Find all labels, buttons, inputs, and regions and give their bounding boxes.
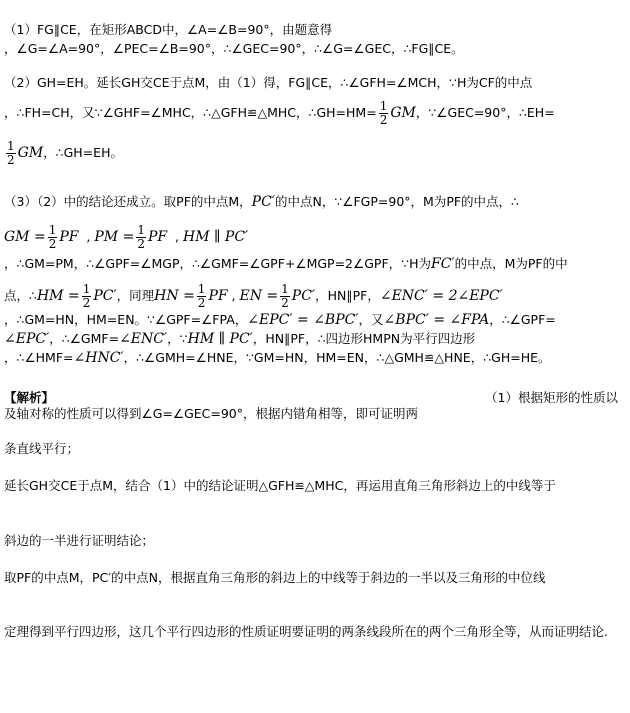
part2-line2-text-a: ，∴FH=CH，又∵∠GHF=∠MHC，∴△GFH≌△MHC，∴GH=HM= — [4, 105, 377, 120]
math-HNC: ∠HNC′ — [73, 350, 124, 366]
part1-line1: （1）FG∥CE，在矩形ABCD中，∠A=∠B=90°，由题意得 — [4, 22, 333, 37]
math-HM-parallel-PC: HM ∥ PC′ — [187, 331, 253, 347]
part3-line5 — [4, 312, 624, 328]
part3-line4-text-a: 点，∴ — [4, 288, 37, 303]
part3-line1 — [4, 194, 624, 210]
fraction-one-half: $\frac{1}{2}$ — [281, 282, 289, 310]
part3-line2: GM = $\frac{1}{2}$ PF , PM = $\frac{1}{2}$ PF , HM ∥ PC′ — [4, 223, 249, 251]
part3-line6-text-a: ，∴∠GMF= — [49, 331, 120, 346]
part3-line3-text-b: 的中点，M为PF的中 — [454, 256, 568, 271]
math-PC-prime: PC′ — [93, 288, 117, 304]
analysis-line1 — [4, 390, 624, 406]
fraction-one-half: $\frac{1}{2}$ — [48, 223, 57, 251]
part3-line7-text-b: ，∴∠GMH=∠HNE，∵GM=HN，HM=EN，∴△GMH≌△HNE，∴GH=HE。 — [123, 350, 551, 365]
fraction-one-half: $\frac{1}{2}$ — [137, 223, 145, 251]
part3-line7 — [4, 350, 624, 366]
part3-line1-text-a: （3）（2）中的结论还成立。取PF的中点M， — [4, 194, 252, 209]
part3-line3 — [4, 256, 624, 272]
math-ENC: ∠ENC′ — [119, 331, 168, 347]
part3-line1-text-b: 的中点N，∵∠FGP=90°，M为PF的中点，∴ — [274, 194, 520, 209]
math-HM-eq: HM = — [36, 288, 80, 304]
math-PF: PF — [147, 229, 168, 245]
math-EN-eq: EN = — [239, 288, 279, 304]
math-GM-eq: GM = — [4, 229, 46, 245]
math-EPC: ∠EPC′ — [4, 331, 50, 347]
part2-line1: （2）GH=EH。延长GH交CE于点M，由（1）得，FG∥CE，∴∠GFH=∠MCH，∵H为CF的中点 — [4, 75, 533, 90]
math-GM: GM — [17, 145, 44, 161]
analysis-tag: 【解析】 — [4, 390, 55, 405]
part2-line2-text-b: ，∵∠GEC=90°，∴EH= — [415, 105, 555, 120]
part3-line6-text-b: ，∵ — [167, 331, 188, 346]
part3-line5-text-b: ，又 — [358, 312, 384, 327]
math-HM-parallel-PC: HM ∥ PC′ — [183, 229, 249, 245]
part3-line5-text-a: ，∴GM=HN，HM=EN。∵∠GPF=∠FPA， — [4, 312, 248, 327]
part3-line4-text-b: ，同理 — [116, 288, 155, 303]
analysis-line4: 延长GH交CE于点M，结合（1）中的结论证明△GFH≌△MHC，再运用直角三角形斜边上的中线等于 — [4, 478, 556, 493]
math-GM: GM — [390, 105, 416, 121]
math-ENC-eq: ∠ENC′ = 2∠EPC′ — [379, 288, 503, 304]
part2-line2 — [4, 100, 624, 127]
fraction-one-half: $\frac{1}{2}$ — [379, 99, 388, 127]
part1-line2: ，∠G=∠A=90°，∠PEC=∠B=90°，∴∠GEC=90°，∴∠G=∠GEC，∴FG∥CE。 — [4, 41, 464, 56]
fraction-one-half: $\frac{1}{2}$ — [7, 139, 15, 167]
math-PC-prime: PC′ — [251, 194, 275, 210]
part3-line6-text-c: ，HN∥PF，∴四边形HMPN为平行四边形 — [252, 331, 476, 346]
math-EPC-eq-BPC: ∠EPC′ = ∠BPC′ — [247, 312, 359, 328]
analysis-line7: 定理得到平行四边形，这几个平行四边形的性质证明要证明的两条线段所在的两个三角形全等，从而证明结论. — [4, 624, 608, 639]
math-PF: PF — [208, 288, 228, 304]
math-HN-eq: HN = — [154, 288, 195, 304]
math-PF: PF — [59, 229, 79, 245]
analysis-line1-right: （1）根据矩形的性质以 — [485, 390, 618, 405]
part2-line3 — [4, 140, 624, 167]
fraction-one-half: $\frac{1}{2}$ — [82, 282, 91, 310]
analysis-line2: 及轴对称的性质可以得到∠G=∠GEC=90°，根据内错角相等，即可证明两 — [4, 406, 419, 421]
analysis-line5: 斜边的一半进行证明结论； — [4, 533, 155, 548]
math-PM-eq: PM = — [94, 229, 135, 245]
math-BPC-eq-FPA: ∠BPC′ = ∠FPA — [383, 312, 490, 328]
analysis-line6: 取PF的中点M，PC′的中点N，根据直角三角形的斜边上的中线等于斜边的一半以及三角形的中位线 — [4, 570, 546, 585]
part3-line5-text-c: ，∴∠GPF= — [489, 312, 556, 327]
part3-line3-text-a: ，∴GM=PM，∴∠GPF=∠MGP，∴∠GMF=∠GPF+∠MGP=2∠GPF，∵H为 — [4, 256, 431, 271]
part3-line4-text-c: ，HN∥PF， — [315, 288, 380, 303]
fraction-one-half: $\frac{1}{2}$ — [197, 282, 206, 310]
math-FC-prime: FC′ — [430, 256, 455, 272]
analysis-line3: 条直线平行； — [4, 441, 80, 456]
part3-line4: 点，∴HM = $\frac{1}{2}$ PC′，同理HN = $\frac{1}{2}$ PF , EN = $\frac{1}{2}$ PC′，HN∥PF，∠ENC′ = 2∠EPC′ — [4, 282, 503, 310]
part2-line3-text: ，∴GH=EH。 — [43, 145, 123, 160]
part3-line7-text-a: ，∴∠HMF= — [4, 350, 74, 365]
math-PC-prime: PC′ — [291, 288, 316, 304]
part3-line6 — [4, 331, 624, 347]
